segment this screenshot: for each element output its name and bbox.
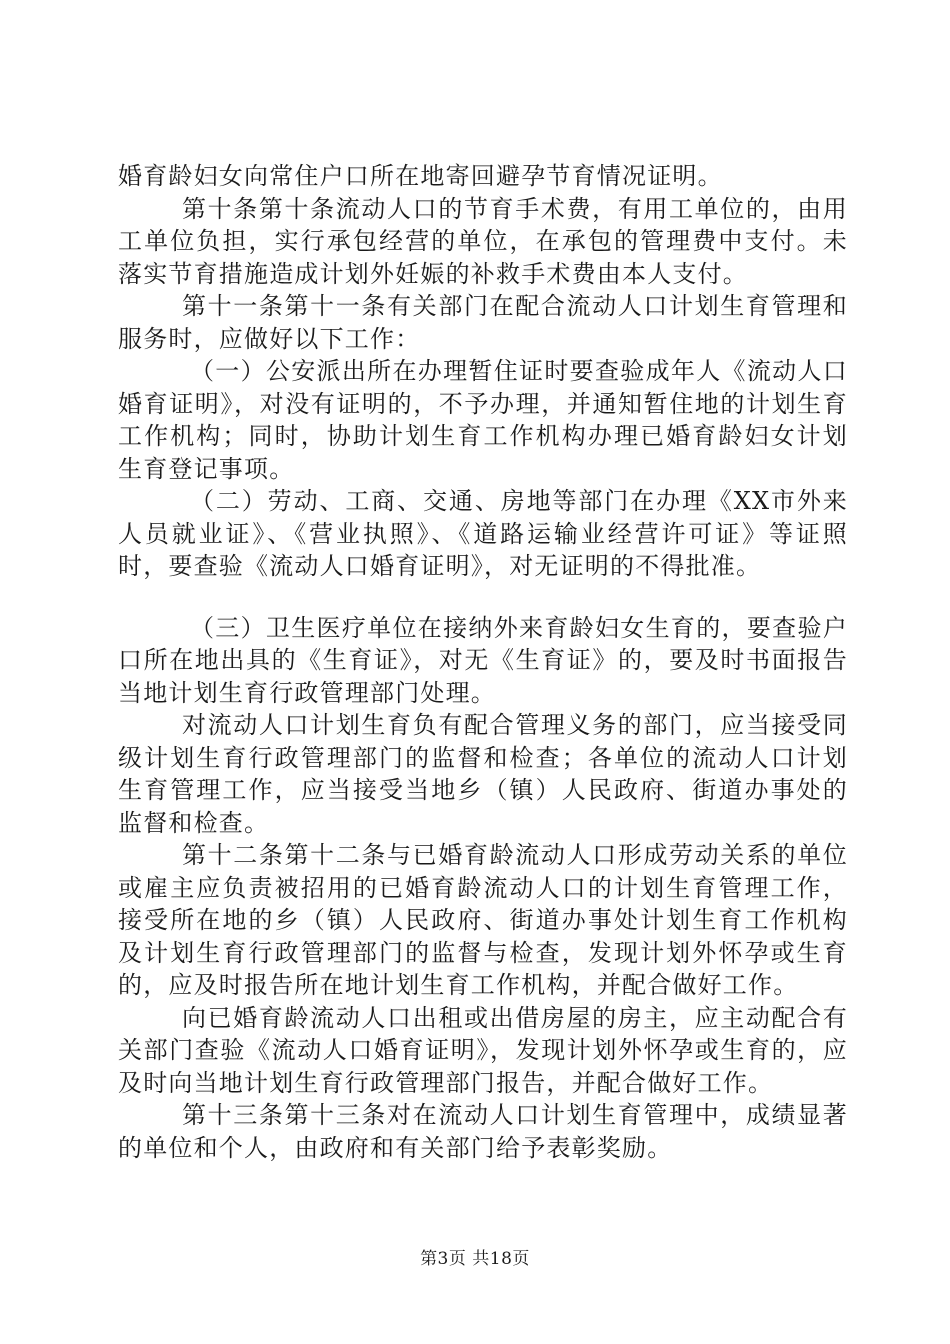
article-11-paragraph: 第十一条第十一条有关部门在配合流动人口计划生育管理和服务时，应做好以下工作： — [118, 292, 848, 353]
document-body — [118, 160, 848, 1164]
article-13-paragraph: 第十三条第十三条对在流动人口计划生育管理中，成绩显著的单位和个人，由政府和有关部门给予表彰奖励。 — [118, 1101, 848, 1162]
article-11-item-3: （三）卫生医疗单位在接纳外来育龄妇女生育的，要查验户口所在地出具的《生育证》，对无《生育证》的，要及时书面报告当地计划生育行政管理部门处理。 — [118, 613, 848, 707]
article-11-item-1: （一）公安派出所在办理暂住证时要查验成年人《流动人口婚育证明》，对没有证明的，不予办理，并通知暂住地的计划生育工作机构；同时，协助计划生育工作机构办理已婚育龄妇女计划生育登记事项。 — [118, 357, 848, 483]
article-11-supervision-paragraph: 对流动人口计划生育负有配合管理义务的部门，应当接受同级计划生育行政管理部门的监督和检查；各单位的流动人口计划生育管理工作，应当接受当地乡（镇）人民政府、街道办事处的监督和检查。 — [118, 711, 848, 837]
paragraph-gap — [118, 583, 848, 612]
article-12-paragraph: 第十二条第十二条与已婚育龄流动人口形成劳动关系的单位或雇主应负责被招用的已婚育龄流动人口的计划生育管理工作，接受所在地的乡（镇）人民政府、街道办事处计划生育工作机构及计划生育行政管理部门的监督与检查，发现计划外怀孕或生育的，应及时报告所在地计划生育工作机构，并配合做好工作。 — [118, 841, 848, 999]
article-11-item-2: （二）劳动、工商、交通、房地等部门在办理《XX市外来人员就业证》、《营业执照》、《道路运输业经营许可证》等证照时，要查验《流动人口婚育证明》，对无证明的不得批准。 — [118, 487, 848, 580]
article-12-landlord-paragraph: 向已婚育龄流动人口出租或出借房屋的房主，应主动配合有关部门查验《流动人口婚育证明》，发现计划外怀孕或生育的，应及时向当地计划生育行政管理部门报告，并配合做好工作。 — [118, 1003, 848, 1097]
article-10-paragraph: 第十条第十条流动人口的节育手术费，有用工单位的，由用工单位负担，实行承包经营的单位，在承包的管理费中支付。未落实节育措施造成计划外妊娠的补救手术费由本人支付。 — [118, 194, 848, 288]
page-footer: 第3页 共18页 — [420, 1249, 530, 1269]
paragraph-continuation: 婚育龄妇女向常住户口所在地寄回避孕节育情况证明。 — [118, 162, 723, 190]
